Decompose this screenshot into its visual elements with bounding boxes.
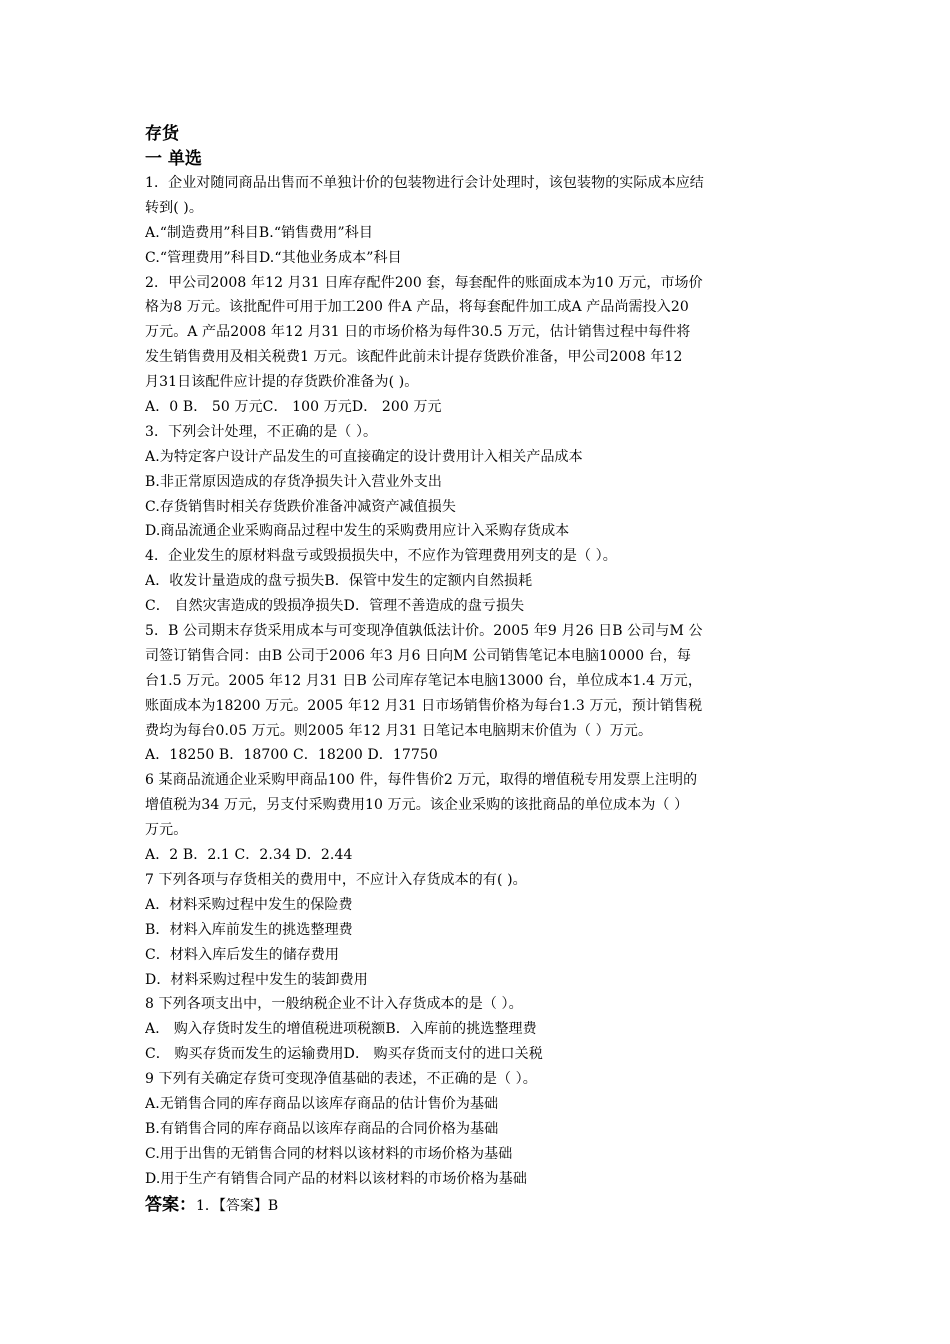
text-line: 6 某商品流通企业采购甲商品100 件，每件售价2 万元，取得的增值税专用发票上注明的 xyxy=(145,772,698,789)
answer-text: 1．【答案】B xyxy=(196,1197,279,1214)
text-line: C.“管理费用”科目D.“其他业务成本”科目 xyxy=(145,249,402,266)
text-line: 1．企业对随同商品出售而不单独计价的包装物进行会计处理时，该包装物的实际成本应结 xyxy=(145,175,704,191)
text-line: 9 下列有关确定存货可变现净值基础的表述，不正确的是（ ）。 xyxy=(145,1071,537,1088)
text-line: 司签订销售合同：由B 公司于2006 年3 月6 日向M 公司销售笔记本电脑10000 台，每 xyxy=(145,647,692,664)
text-line: A．材料采购过程中发生的保险费 xyxy=(145,896,353,913)
text-line: A.无销售合同的库存商品以该库存商品的估计售价为基础 xyxy=(145,1095,499,1112)
text-line: 发生销售费用及相关税费1 万元。该配件此前未计提存货跌价准备，甲公司2008 年12 xyxy=(145,349,683,366)
text-line: C.存货销售时相关存货跌价准备冲减资产减值损失 xyxy=(145,498,456,515)
text-line: 月31日该配件应计提的存货跌价准备为( )。 xyxy=(145,374,419,391)
section-heading: 一 单选 xyxy=(145,149,202,169)
text-line: 4．企业发生的原材料盘亏或毁损损失中，不应作为管理费用列支的是（ ）。 xyxy=(145,548,617,565)
text-line: A．收发计量造成的盘亏损失B．保管中发生的定额内自然损耗 xyxy=(145,573,533,590)
text-line: 费均为每台0.05 万元。则2005 年12 月31 日笔记本电脑期末价值为（ ）万元。 xyxy=(145,722,653,739)
text-line: 万元。A 产品2008 年12 月31 日的市场价格为每件30.5 万元，估计销售过程中每件将 xyxy=(145,324,691,341)
answer-label: 答案： xyxy=(145,1194,196,1215)
text-line: C．材料入库后发生的储存费用 xyxy=(145,946,340,963)
text-line: 格为8 万元。该批配件可用于加工200 件A 产品，将每套配件加工成A 产品尚需投入20 xyxy=(145,299,689,316)
text-line: B.非正常原因造成的存货净损失计入营业外支出 xyxy=(145,473,442,490)
text-line: 增值税为34 万元，另支付采购费用10 万元。该企业采购的该批商品的单位成本为（ ） xyxy=(145,797,689,814)
text-line: C.用于出售的无销售合同的材料以该材料的市场价格为基础 xyxy=(145,1145,513,1162)
text-line: 8 下列各项支出中，一般纳税企业不计入存货成本的是（ ）。 xyxy=(145,996,523,1013)
text-line: A.为特定客户设计产品发生的可直接确定的设计费用计入相关产品成本 xyxy=(145,448,583,465)
text-line: A．18250 B．18700 C．18200 D．17750 xyxy=(145,747,438,764)
text-line: 转到( )。 xyxy=(145,199,203,216)
text-line: 万元。 xyxy=(145,822,188,839)
text-line: A．2 B．2.1 C．2.34 D．2.44 xyxy=(145,847,353,864)
text-line: A． 购入存货时发生的增值税进项税额B．入库前的挑选整理费 xyxy=(145,1021,537,1038)
document-body xyxy=(145,122,810,1218)
text-line: A.“制造费用”科目B.“销售费用”科目 xyxy=(145,224,373,241)
text-line: B.有销售合同的库存商品以该库存商品的合同价格为基础 xyxy=(145,1120,499,1137)
text-line: D．材料采购过程中发生的装卸费用 xyxy=(145,971,368,988)
text-line: 3．下列会计处理，不正确的是（ ）。 xyxy=(145,423,378,440)
text-line: 账面成本为18200 万元。2005 年12 月31 日市场销售价格为每台1.3 万元，预计销售税 xyxy=(145,697,703,714)
text-line: D.用于生产有销售合同产品的材料以该材料的市场价格为基础 xyxy=(145,1170,527,1187)
text-line: 7 下列各项与存货相关的费用中，不应计入存货成本的有( )。 xyxy=(145,871,527,888)
text-line: D.商品流通企业采购商品过程中发生的采购费用应计入采购存货成本 xyxy=(145,523,570,540)
answer-line xyxy=(145,1192,810,1218)
question-list xyxy=(145,171,810,1192)
text-line: A．0 B． 50 万元C． 100 万元D． 200 万元 xyxy=(145,399,442,416)
text-line: 5．B 公司期末存货采用成本与可变现净值孰低法计价。2005 年9 月26 日B 公司与M 公 xyxy=(145,623,703,640)
text-line: C． 自然灾害造成的毁损净损失D．管理不善造成的盘亏损失 xyxy=(145,598,525,615)
text-line: B．材料入库前发生的挑选整理费 xyxy=(145,921,353,938)
text-line: C． 购买存货而发生的运输费用D． 购买存货而支付的进口关税 xyxy=(145,1046,543,1063)
text-line: 2．甲公司2008 年12 月31 日库存配件200 套，每套配件的账面成本为10 万元，市场价 xyxy=(145,274,703,291)
document-title: 存货 xyxy=(145,124,179,144)
text-line: 台1.5 万元。2005 年12 月31 日B 公司库存笔记本电脑13000 台，单位成本1.4 万元， xyxy=(145,672,702,689)
